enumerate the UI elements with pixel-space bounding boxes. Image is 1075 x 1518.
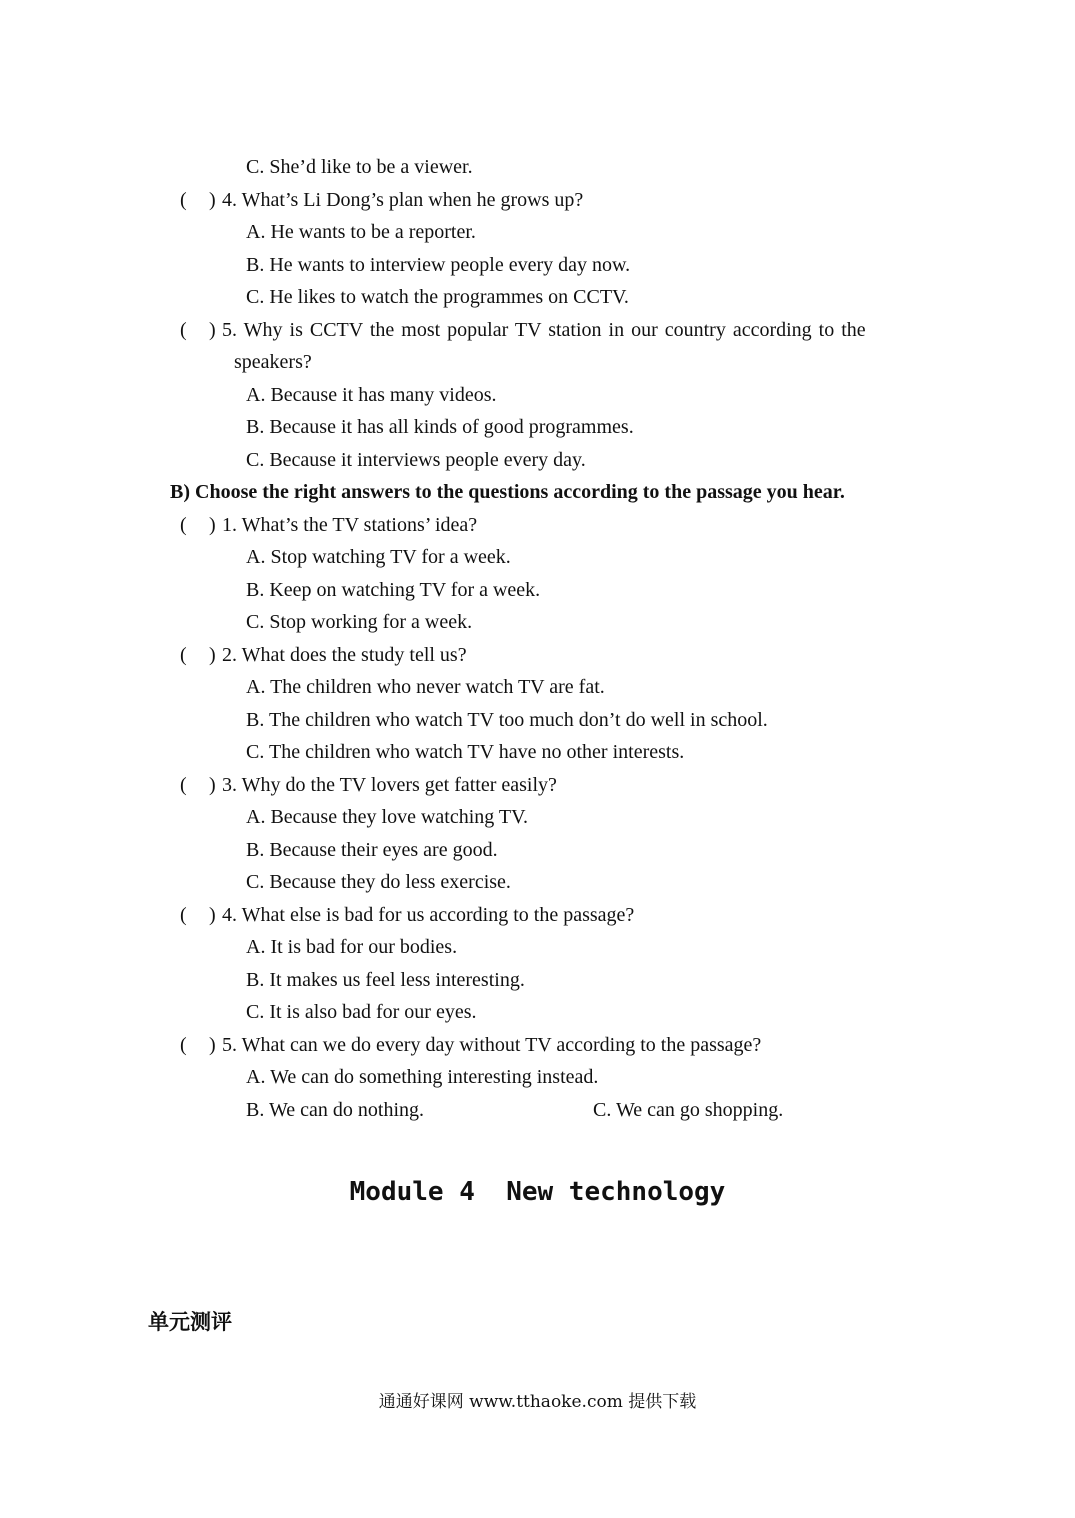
option-text: C. Because they do less exercise.	[246, 871, 511, 893]
question-text: 1. What’s the TV stations’ idea?	[222, 514, 478, 536]
answer-blank-close: )	[209, 904, 216, 926]
option-text: C. She’d like to be a viewer.	[246, 156, 473, 178]
answer-blank-close: )	[209, 1034, 216, 1056]
option-text: B. Because their eyes are good.	[246, 839, 498, 861]
answer-blank-close: )	[209, 514, 216, 536]
option-text: B. We can do nothing.	[246, 1099, 424, 1121]
answer-blank-open: (	[180, 514, 187, 536]
option-text: C. We can go shopping.	[593, 1099, 784, 1121]
option-text: C. It is also bad for our eyes.	[246, 1001, 477, 1023]
section-title: 单元测评	[148, 1310, 232, 1334]
question-text-continued: speakers?	[234, 351, 312, 373]
answer-blank-close: )	[209, 774, 216, 796]
answer-blank-open: (	[180, 1034, 187, 1056]
option-text: B. He wants to interview people every day now.	[246, 254, 631, 276]
answer-blank-close: )	[209, 644, 216, 666]
option-text: B. It makes us feel less interesting.	[246, 969, 525, 991]
option-text: B. Keep on watching TV for a week.	[246, 579, 541, 601]
option-text: C. Stop working for a week.	[246, 611, 473, 633]
question-text: 5. Why is CCTV the most popular TV station in our country according to the	[222, 319, 866, 341]
question-text: 5. What can we do every day without TV according to the passage?	[222, 1034, 762, 1056]
option-text: B. Because it has all kinds of good programmes.	[246, 416, 634, 438]
option-text: A. Because it has many videos.	[246, 384, 497, 406]
page-footer: 通通好课网 www.tthaoke.com 提供下载	[378, 1392, 697, 1412]
answer-blank-open: (	[180, 774, 187, 796]
option-text: A. We can do something interesting instead.	[246, 1066, 599, 1088]
option-text: B. The children who watch TV too much don’t do well in school.	[246, 709, 768, 731]
section-heading: B) Choose the right answers to the questions according to the passage you hear.	[170, 481, 845, 503]
question-text: 4. What’s Li Dong’s plan when he grows up?	[222, 189, 584, 211]
option-text: C. The children who watch TV have no other interests.	[246, 741, 685, 763]
option-text: C. He likes to watch the programmes on CCTV.	[246, 286, 629, 308]
question-text: 4. What else is bad for us according to the passage?	[222, 904, 635, 926]
option-text: C. Because it interviews people every day.	[246, 449, 586, 471]
answer-blank-open: (	[180, 904, 187, 926]
module-title: Module 4 New technology	[349, 1177, 726, 1207]
answer-blank-open: (	[180, 189, 187, 211]
answer-blank-open: (	[180, 319, 187, 341]
question-text: 3. Why do the TV lovers get fatter easily?	[222, 774, 557, 796]
option-text: A. Stop watching TV for a week.	[246, 546, 511, 568]
option-text: A. The children who never watch TV are fat.	[246, 676, 605, 698]
answer-blank-close: )	[209, 189, 216, 211]
answer-blank-close: )	[209, 319, 216, 341]
question-text: 2. What does the study tell us?	[222, 644, 467, 666]
answer-blank-open: (	[180, 644, 187, 666]
option-text: A. He wants to be a reporter.	[246, 221, 476, 243]
option-text: A. Because they love watching TV.	[246, 806, 528, 828]
option-text: A. It is bad for our bodies.	[246, 936, 458, 958]
